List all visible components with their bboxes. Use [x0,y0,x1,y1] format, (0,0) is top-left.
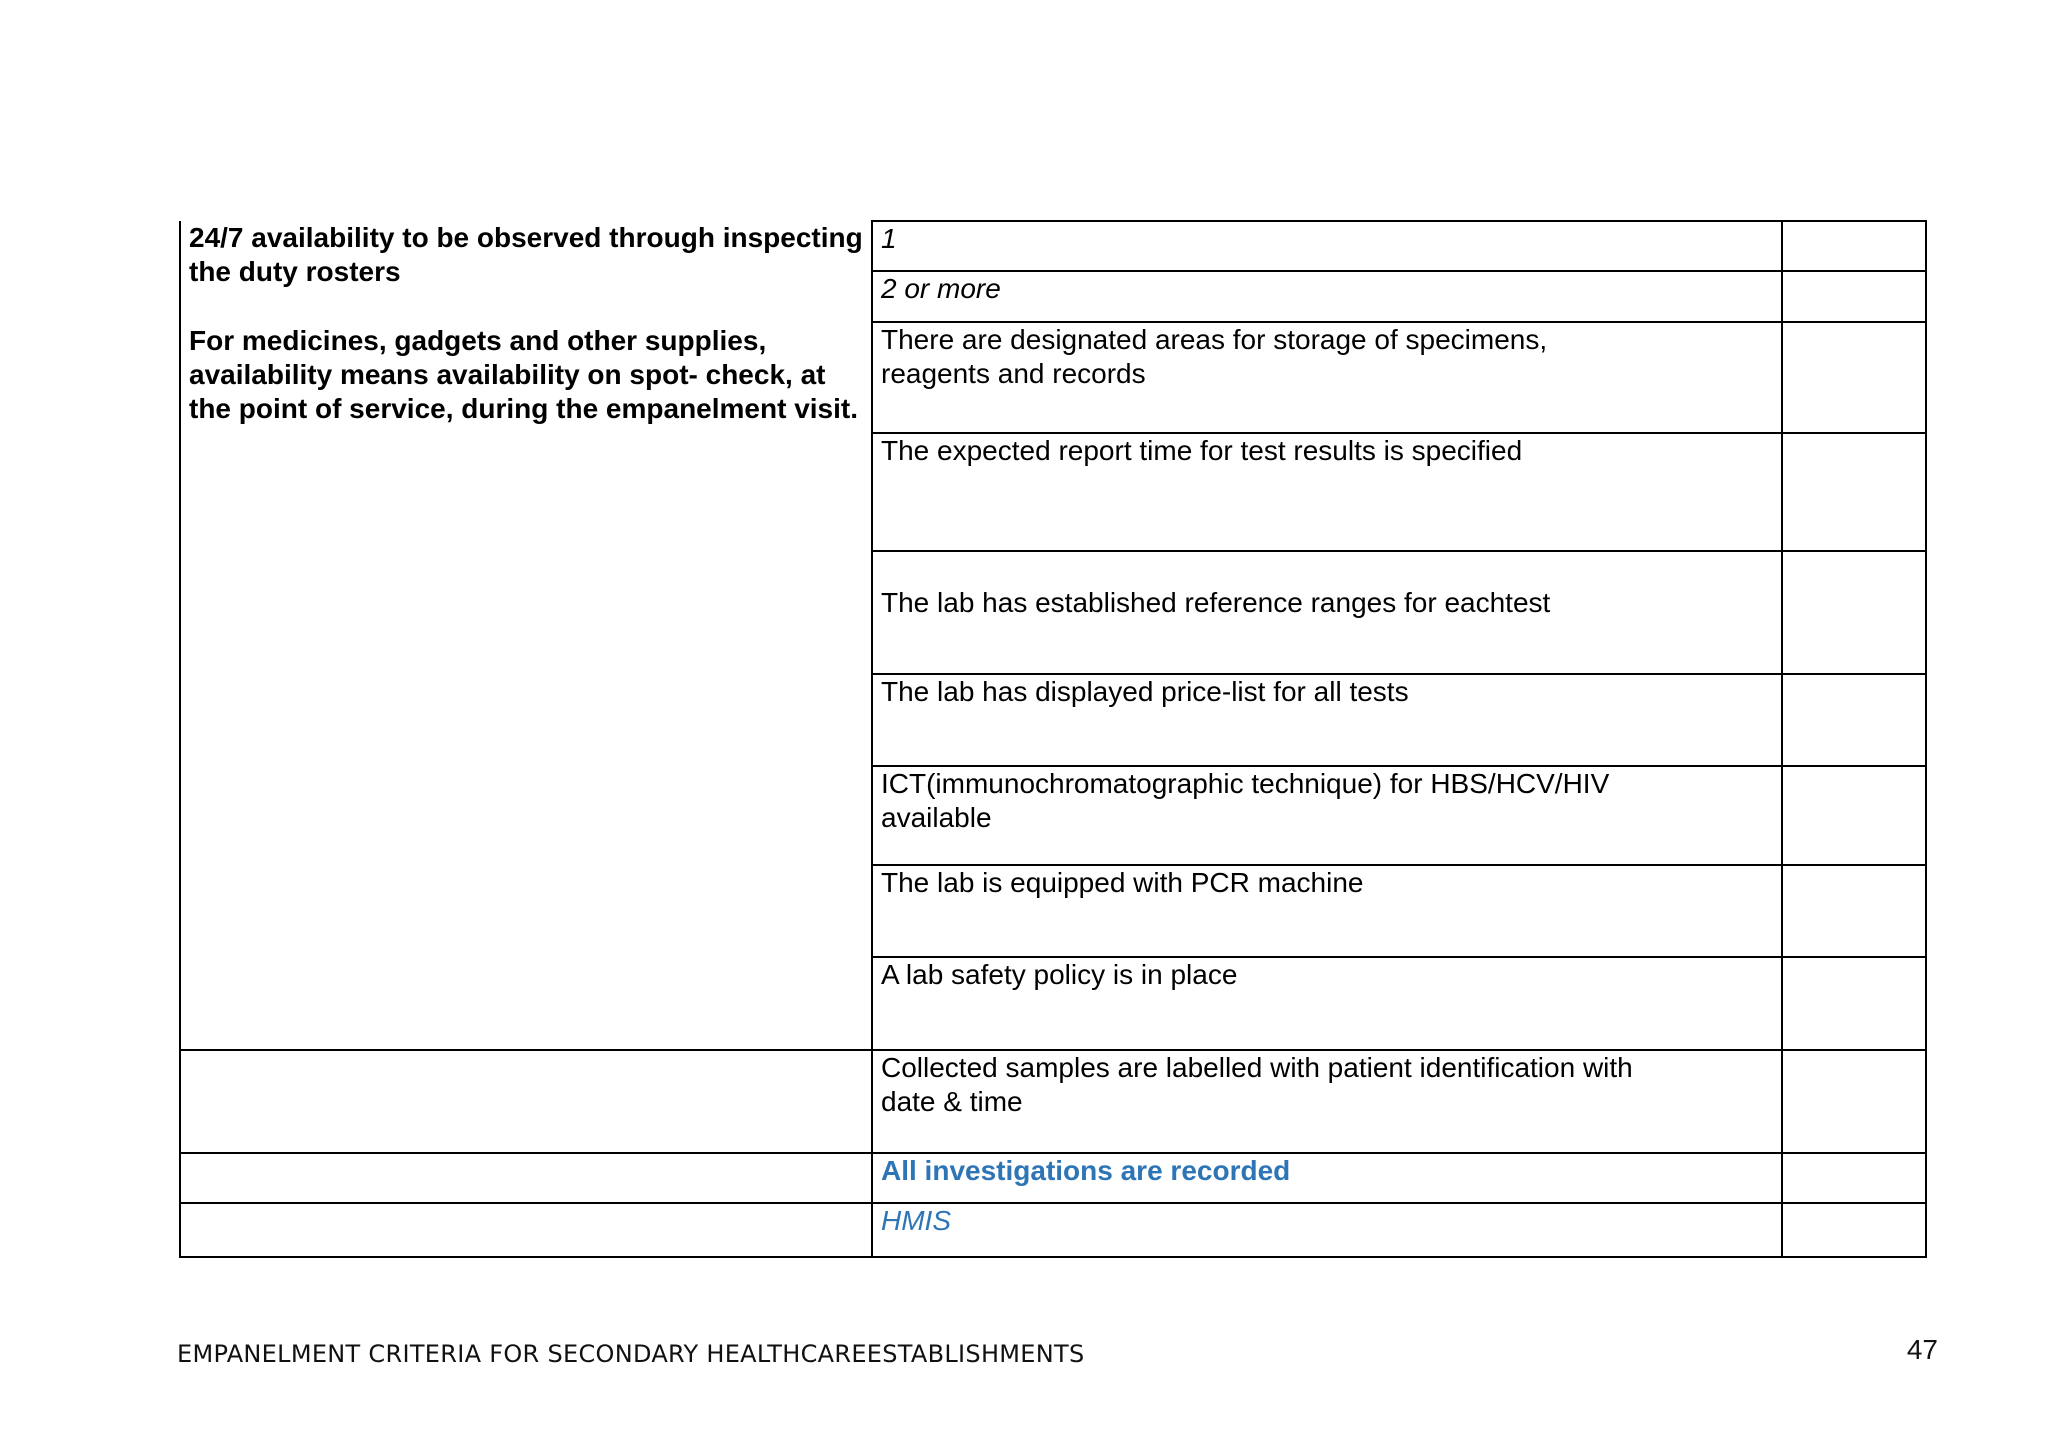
score-cell [1782,271,1926,322]
page-number: 47 [1906,1334,1938,1365]
score-cell [1782,1050,1926,1153]
score-cell [1782,221,1926,271]
table-row [180,221,1926,271]
criteria-table [179,220,1927,1258]
verification-source-cell: HMIS [872,1203,1782,1257]
criterion-text: The lab has established reference ranges for eachtest [881,587,1551,618]
table-row [180,1153,1926,1203]
criterion-cell: The expected report time for test results is specified [872,433,1782,551]
criterion-cell: A lab safety policy is in place [872,957,1782,1050]
criterion-cell: Collected samples are labelled with patient identification with date & time [872,1050,1782,1153]
score-cell [1782,433,1926,551]
guidance-cell [180,221,872,1050]
score-cell [1782,957,1926,1050]
guidance-cell-empty [180,1050,872,1153]
score-cell [1782,766,1926,865]
table-row [180,1203,1926,1257]
score-cell [1782,551,1926,674]
footer-title: EMPANELMENT CRITERIA FOR SECONDARY HEALTHCAREESTABLISHMENTS [177,1340,1085,1368]
criterion-cell: There are designated areas for storage of specimens, reagents and records [872,322,1782,433]
criterion-cell: The lab has displayed price-list for all tests [872,674,1782,766]
score-cell [1782,865,1926,957]
guidance-cell-empty [180,1153,872,1203]
score-cell [1782,1153,1926,1203]
guidance-paragraph-1: 24/7 availability to be observed through inspecting the duty rosters [189,222,863,287]
criterion-heading-cell: All investigations are recorded [872,1153,1782,1203]
criterion-cell [872,551,1782,674]
criterion-cell: The lab is equipped with PCR machine [872,865,1782,957]
criterion-cell: 2 or more [872,271,1782,322]
score-cell [1782,1203,1926,1257]
guidance-cell-empty [180,1203,872,1257]
score-cell [1782,674,1926,766]
criterion-cell: ICT(immunochromatographic technique) for HBS/HCV/HIV available [872,766,1782,865]
criterion-cell: 1 [872,221,1782,271]
guidance-paragraph-2: For medicines, gadgets and other supplies, availability means availability on spot- check, at the point of service, during the empanelment visit. [189,325,859,424]
table-row [180,1050,1926,1153]
score-cell [1782,322,1926,433]
